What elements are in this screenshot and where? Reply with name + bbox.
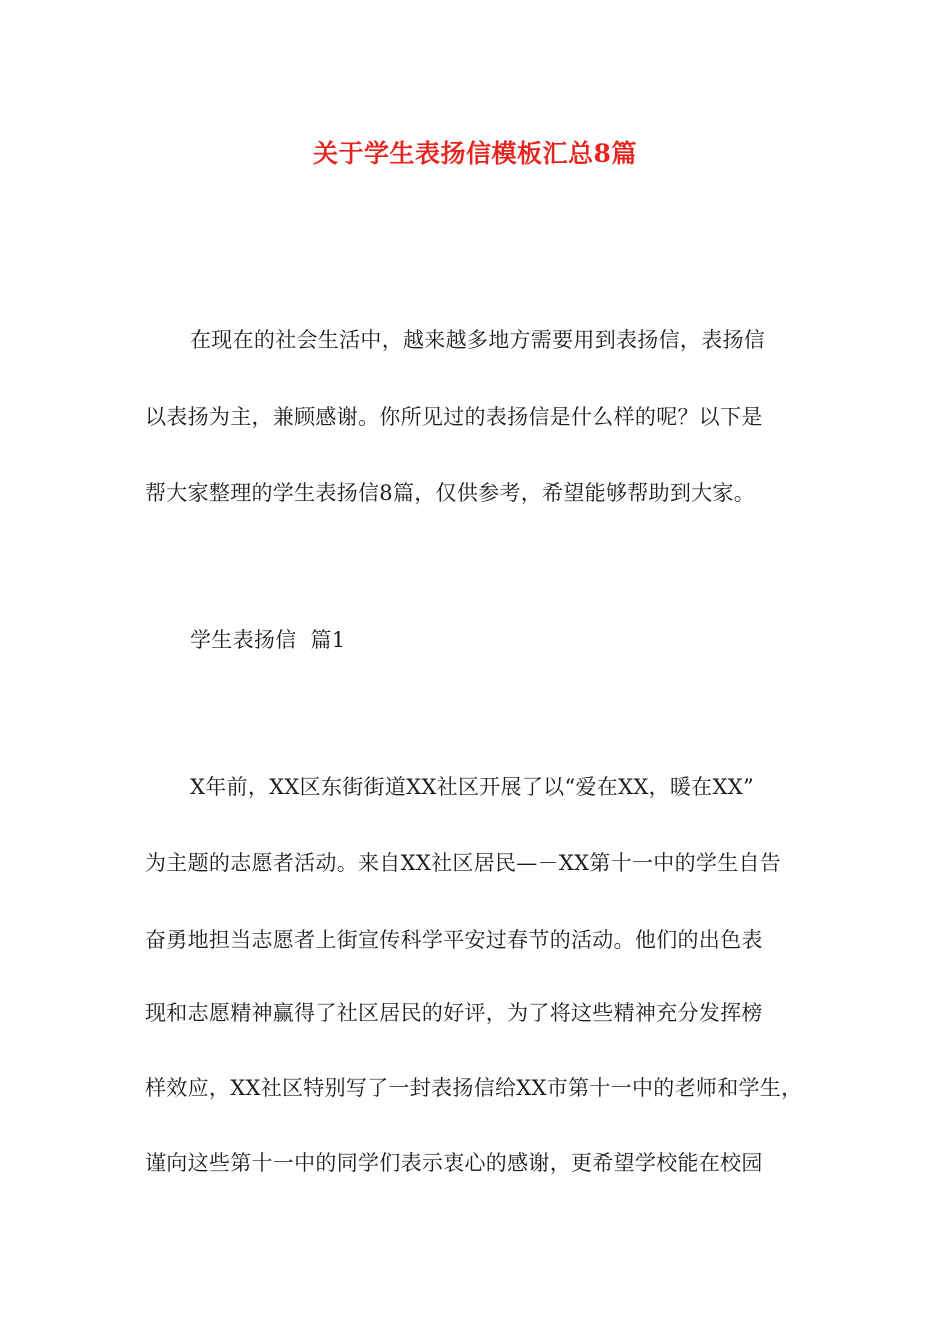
intro-line-2: 以表扬为主，兼顾感谢。你所见过的表扬信是什么样的呢？以下是 — [145, 405, 763, 429]
body-line-4: 现和志愿精神赢得了社区居民的好评，为了将这些精神充分发挥榜 — [145, 1001, 763, 1025]
body-line-3: 奋勇地担当志愿者上街宣传科学平安过春节的活动。他们的出色表 — [145, 928, 763, 952]
body-line-6: 谨向这些第十一中的同学们表示衷心的感谢，更希望学校能在校园 — [145, 1151, 763, 1175]
document-title: 关于学生表扬信模板汇总8篇 — [313, 139, 637, 168]
body-line-1: X年前，XX区东街街道XX社区开展了以“爱在XX，暖在XX” — [190, 775, 755, 799]
body-line-5: 样效应，XX社区特别写了一封表扬信给XX市第十一中的老师和学生， — [145, 1076, 803, 1100]
body-line-2: 为主题的志愿者活动。来自XX社区居民—－XX第十一中的学生自告 — [145, 851, 782, 875]
intro-line-3: 帮大家整理的学生表扬信8篇，仅供参考，希望能够帮助到大家。 — [145, 481, 756, 505]
section-heading: 学生表扬信 篇1 — [190, 628, 346, 652]
intro-line-1: 在现在的社会生活中，越来越多地方需要用到表扬信，表扬信 — [190, 328, 766, 352]
